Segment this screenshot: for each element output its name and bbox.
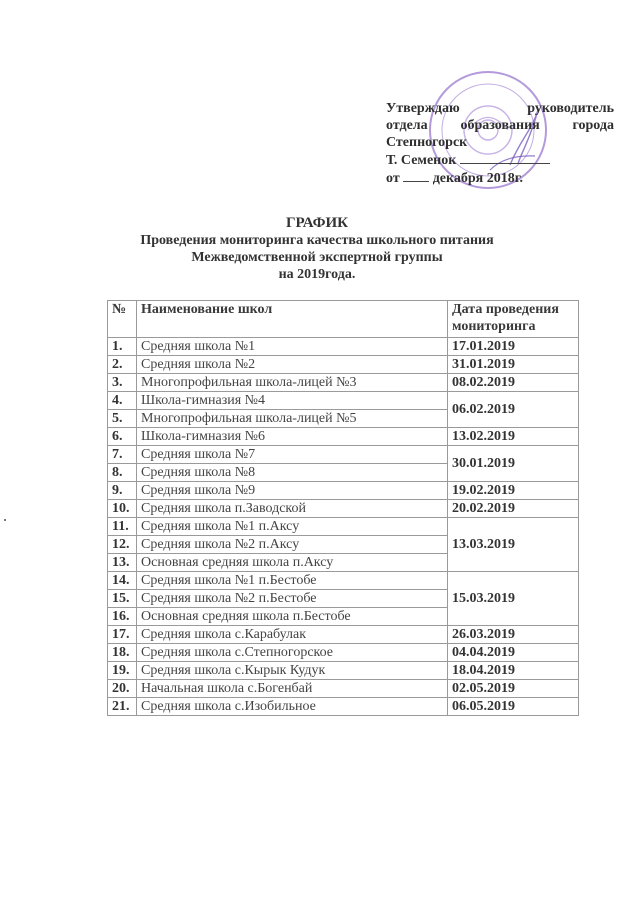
header-date: Дата проведения мониторинга xyxy=(448,301,579,338)
monitoring-date: 04.04.2019 xyxy=(448,644,579,662)
school-name: Средняя школа п.Заводской xyxy=(137,500,448,518)
row-number: 7. xyxy=(108,446,137,464)
school-name: Средняя школа №2 п.Бестобе xyxy=(137,590,448,608)
row-number: 1. xyxy=(108,338,137,356)
monitoring-date: 02.05.2019 xyxy=(448,680,579,698)
school-name: Средняя школа №2 п.Аксу xyxy=(137,536,448,554)
table-row xyxy=(108,680,579,698)
row-number: 9. xyxy=(108,482,137,500)
monitoring-date: 15.03.2019 xyxy=(448,572,579,626)
table-row xyxy=(108,572,579,590)
row-number: 18. xyxy=(108,644,137,662)
school-name: Средняя школа №7 xyxy=(137,446,448,464)
table-row xyxy=(108,428,579,446)
row-number: 12. xyxy=(108,536,137,554)
approval-word-department: отдела xyxy=(386,118,428,133)
school-name: Начальная школа с.Богенбай xyxy=(137,680,448,698)
row-number: 8. xyxy=(108,464,137,482)
monitoring-date: 31.01.2019 xyxy=(448,356,579,374)
approval-date xyxy=(386,169,614,187)
row-number: 17. xyxy=(108,626,137,644)
monitoring-date: 19.02.2019 xyxy=(448,482,579,500)
table-row xyxy=(108,482,579,500)
monitoring-date: 30.01.2019 xyxy=(448,446,579,482)
school-name: Средняя школа №1 п.Аксу xyxy=(137,518,448,536)
school-name: Средняя школа с.Карабулак xyxy=(137,626,448,644)
approval-city-name: Степногорск xyxy=(386,135,468,150)
school-name: Многопрофильная школа-лицей №3 xyxy=(137,374,448,392)
signatory-name: Т. Семенок xyxy=(386,153,457,168)
monitoring-date: 08.02.2019 xyxy=(448,374,579,392)
school-name: Основная средняя школа п.Аксу xyxy=(137,554,448,572)
approval-word-city: города xyxy=(572,118,614,133)
table-row xyxy=(108,662,579,680)
table-row xyxy=(108,392,579,410)
school-name: Школа-гимназия №6 xyxy=(137,428,448,446)
date-prefix: от xyxy=(386,171,400,186)
table-row xyxy=(108,626,579,644)
row-number: 13. xyxy=(108,554,137,572)
approval-word-approve: Утверждаю xyxy=(386,101,460,116)
document-title xyxy=(0,215,634,283)
table-row xyxy=(108,374,579,392)
approval-block xyxy=(386,100,614,187)
table-row xyxy=(108,644,579,662)
monitoring-date: 06.02.2019 xyxy=(448,392,579,428)
table-row xyxy=(108,518,579,536)
school-name: Средняя школа с.Изобильное xyxy=(137,698,448,716)
row-number: 11. xyxy=(108,518,137,536)
monitoring-date: 20.02.2019 xyxy=(448,500,579,518)
row-number: 2. xyxy=(108,356,137,374)
row-number: 15. xyxy=(108,590,137,608)
header-school-name: Наименование школ xyxy=(137,301,448,338)
table-row xyxy=(108,446,579,464)
monitoring-date: 17.01.2019 xyxy=(448,338,579,356)
row-number: 19. xyxy=(108,662,137,680)
table-row xyxy=(108,338,579,356)
row-number: 6. xyxy=(108,428,137,446)
monitoring-date: 26.03.2019 xyxy=(448,626,579,644)
row-number: 4. xyxy=(108,392,137,410)
table-row xyxy=(108,698,579,716)
row-number: 5. xyxy=(108,410,137,428)
monitoring-date: 13.03.2019 xyxy=(448,518,579,572)
row-number: 20. xyxy=(108,680,137,698)
table-row xyxy=(108,356,579,374)
school-name: Многопрофильная школа-лицей №5 xyxy=(137,410,448,428)
table-row xyxy=(108,500,579,518)
school-name: Средняя школа с.Степногорское xyxy=(137,644,448,662)
monitoring-date: 06.05.2019 xyxy=(448,698,579,716)
schedule-table xyxy=(107,300,579,716)
row-number: 10. xyxy=(108,500,137,518)
school-name: Средняя школа №1 п.Бестобе xyxy=(137,572,448,590)
title-year: на 2019года. xyxy=(278,267,356,282)
row-number: 16. xyxy=(108,608,137,626)
title-schedule: ГРАФИК xyxy=(285,215,349,231)
school-name: Средняя школа №2 xyxy=(137,356,448,374)
row-number: 3. xyxy=(108,374,137,392)
date-rest: декабря 2018г. xyxy=(432,171,523,186)
approval-word-education: образования xyxy=(460,118,540,133)
school-name: Средняя школа №1 xyxy=(137,338,448,356)
school-name: Средняя школа №9 xyxy=(137,482,448,500)
table-header-row xyxy=(108,301,579,338)
monitoring-date: 18.04.2019 xyxy=(448,662,579,680)
row-number: 14. xyxy=(108,572,137,590)
row-number: 21. xyxy=(108,698,137,716)
school-name: Школа-гимназия №4 xyxy=(137,392,448,410)
school-name: Основная средняя школа п.Бестобе xyxy=(137,608,448,626)
school-name: Средняя школа №8 xyxy=(137,464,448,482)
scan-speck xyxy=(4,519,6,521)
approval-signatory xyxy=(386,151,614,169)
title-subject: Проведения мониторинга качества школьного питания xyxy=(140,233,494,248)
school-name: Средняя школа с.Кырык Кудук xyxy=(137,662,448,680)
title-group: Межведомственной экспертной группы xyxy=(191,250,443,265)
header-num: № xyxy=(108,301,137,338)
monitoring-date: 13.02.2019 xyxy=(448,428,579,446)
date-day-line xyxy=(403,169,429,182)
signature-line xyxy=(460,151,550,164)
approval-word-head: руководитель xyxy=(527,101,614,116)
